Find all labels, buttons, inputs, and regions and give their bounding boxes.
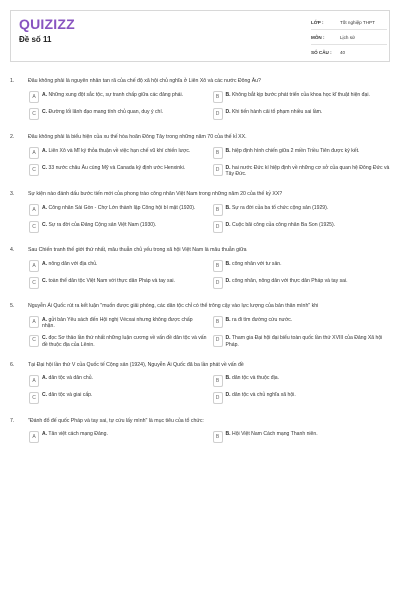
option-letter-box: C <box>29 221 39 233</box>
option-text-wrap <box>42 204 207 211</box>
option-text: Không bắt kịp bước phát triển của khoa học kĩ thuật hiện đại. <box>232 91 370 98</box>
option-text: Tân việt cách mạng Đảng. <box>48 431 108 438</box>
option-text: dân tộc và thuộc địa. <box>232 375 280 382</box>
answer-option-d[interactable] <box>213 164 391 177</box>
option-letter-box: A <box>29 204 39 216</box>
option-text: Sự ra đời của Đảng Cộng sản Việt Nam (1930). <box>48 221 157 228</box>
option-letter-box: C <box>29 277 39 289</box>
option-label: D. <box>225 277 231 284</box>
answer-option-b[interactable] <box>213 91 391 103</box>
option-label: B. <box>225 260 231 267</box>
answer-option-d[interactable] <box>213 221 391 233</box>
option-label: A. <box>42 431 48 438</box>
option-text-wrap <box>42 277 207 284</box>
option-letter-box: B <box>213 260 223 272</box>
question-stem <box>10 191 390 198</box>
option-text-wrap <box>42 316 207 329</box>
answer-options <box>29 375 390 404</box>
answer-option-a[interactable] <box>29 260 207 272</box>
answer-options <box>29 431 390 443</box>
answer-option-b[interactable] <box>213 316 391 329</box>
option-text: đọc Sơ thảo lần thứ nhất những luận cương về vấn đề dân tộc và vấn đề thuộc địa của Lênin. <box>42 335 207 348</box>
option-label: D. <box>225 221 231 228</box>
answer-option-b[interactable] <box>213 147 391 159</box>
option-letter-box: C <box>29 108 39 120</box>
question-text: Tại Đại hội lần thứ V của Quốc tế Cộng sản (1924), Nguyễn Ái Quốc đã ba lần phát về vấn đề <box>28 361 244 368</box>
option-letter-box: D <box>213 164 223 176</box>
option-text: công nhân, nông dân với thực dân Pháp và tay sai. <box>232 277 348 284</box>
question-number: 1. <box>10 78 15 84</box>
option-text: hai nước Đức kí hiệp định về những cơ sở của quan hệ Đông Đức và Tây Đức. <box>225 164 390 177</box>
question-number: 5. <box>10 303 15 310</box>
option-text-wrap <box>42 392 207 399</box>
question-stem <box>10 78 390 85</box>
meta-key: LỚP : <box>311 19 324 25</box>
option-text-wrap <box>226 108 391 115</box>
question-6 <box>10 362 390 404</box>
option-text: Sự ra đời của ba tổ chức cộng sản (1929). <box>232 204 329 211</box>
meta-value: 40 <box>340 50 346 55</box>
quizizz-logo: QUIZIZZ <box>19 16 75 32</box>
answer-option-a[interactable] <box>29 316 207 329</box>
question-text: Sau Chiến tranh thế giới thứ nhất, mâu thuẫn chủ yếu trong xã hội Việt Nam là mâu thuẫn giữa <box>28 247 247 254</box>
answer-option-c[interactable] <box>29 277 207 289</box>
question-3 <box>10 191 390 233</box>
option-text: dân tộc và giai cấp. <box>48 392 93 399</box>
option-text-wrap <box>226 431 391 438</box>
option-label: A. <box>42 204 48 211</box>
exam-header <box>10 10 390 62</box>
option-letter-box: A <box>29 375 39 387</box>
option-letter-box: D <box>213 277 223 289</box>
answer-options <box>29 316 390 348</box>
option-letter-box: B <box>213 431 223 443</box>
option-text: Những xung đột sắc tộc, sự tranh chấp giữa các đảng phái. <box>48 91 184 98</box>
question-text: Đâu không phải là biểu hiện của xu thế hòa hoãn Đông Tây trong những năm 70 của thế kỉ XX. <box>28 134 247 140</box>
option-text-wrap <box>226 147 391 154</box>
question-stem <box>10 418 390 425</box>
option-text: Đường lối lãnh đạo mang tính chủ quan, duy ý chí. <box>48 108 164 115</box>
option-letter-box: C <box>29 335 39 347</box>
option-letter-box: B <box>213 91 223 103</box>
option-text-wrap <box>42 108 207 115</box>
answer-option-c[interactable] <box>29 392 207 404</box>
option-text: Tham gia Đại hội đại biểu toàn quốc lần thứ XVIII của Đảng Xã hội Pháp. <box>225 335 383 348</box>
answer-option-b[interactable] <box>213 260 391 272</box>
answer-option-c[interactable] <box>29 164 207 177</box>
option-text: Khi tiến hành cải tổ phạm nhiều sai lầm. <box>232 108 323 115</box>
option-text: Liên Xô và Mĩ ký thỏa thuận về việc hạn chế vũ khí chiến lược. <box>48 147 191 154</box>
meta-value: Lịch sử <box>340 34 356 40</box>
question-7 <box>10 418 390 443</box>
option-label: C. <box>42 392 48 399</box>
question-5 <box>10 303 390 348</box>
option-text: toàn thể dân tộc Việt Nam với thực dân Pháp và tay sai. <box>48 277 175 284</box>
option-text: nông dân với địa chủ. <box>48 260 98 267</box>
answer-option-d[interactable] <box>213 335 391 348</box>
option-letter-box: C <box>29 392 39 404</box>
question-4 <box>10 247 390 289</box>
answer-options <box>29 260 390 289</box>
answer-options <box>29 204 390 233</box>
option-text: công nhân với tư sản. <box>232 260 282 267</box>
option-letter-box: B <box>213 204 223 216</box>
option-label: C. <box>42 335 48 342</box>
question-stem <box>10 362 390 369</box>
exam-title: Đề số 11 <box>19 35 52 44</box>
exam-meta-table <box>311 15 387 60</box>
option-label: C. <box>42 164 48 171</box>
option-letter-box: D <box>213 335 223 347</box>
option-label: B. <box>225 431 231 438</box>
option-letter-box: B <box>213 147 223 159</box>
question-number: 4. <box>10 247 15 254</box>
answer-option-a[interactable] <box>29 147 207 159</box>
option-text: hiệp định hình chiến giữa 2 miền Triều Tiên được ký kết. <box>232 147 360 154</box>
answer-option-b[interactable] <box>213 204 391 216</box>
answer-option-d[interactable] <box>213 277 391 289</box>
question-stem <box>10 247 390 254</box>
option-label: D. <box>225 108 231 115</box>
option-label: A. <box>42 375 48 382</box>
option-letter-box: D <box>213 108 223 120</box>
option-text-wrap <box>226 91 391 98</box>
answer-option-a[interactable] <box>29 375 207 387</box>
option-letter-box: B <box>213 375 223 387</box>
option-label: B. <box>225 204 231 211</box>
option-label: A. <box>42 316 48 323</box>
option-text-wrap <box>42 431 207 438</box>
answer-option-b[interactable] <box>213 375 391 387</box>
question-number: 7. <box>10 417 15 424</box>
option-text-wrap <box>226 335 391 348</box>
option-letter-box: C <box>29 164 39 176</box>
question-number: 6. <box>10 361 15 368</box>
answer-options <box>29 91 390 120</box>
option-text-wrap <box>42 147 207 154</box>
answer-option-c[interactable] <box>29 108 207 120</box>
option-label: C. <box>42 277 48 284</box>
option-text: 33 nước châu Âu cùng Mỹ và Canada ký định ước Henxinki. <box>48 164 186 171</box>
option-label: D. <box>225 392 231 399</box>
option-letter-box: A <box>29 91 39 103</box>
meta-value: Tốt nghiệp THPT <box>340 19 375 25</box>
answer-option-c[interactable] <box>29 335 207 348</box>
meta-row-subject <box>311 30 387 45</box>
option-text-wrap <box>226 221 391 228</box>
answer-option-d[interactable] <box>213 108 391 120</box>
option-label: A. <box>42 147 48 154</box>
question-text: Nguyễn Ái Quốc rút ra kết luận "muốn được giải phóng, các dân tộc chỉ có thể trông cậy vào lực lượng của bản thân mình" khi <box>28 303 319 310</box>
answer-option-a[interactable] <box>29 91 207 103</box>
question-text: Sự kiện nào đánh dấu bước tiến mới của phong trào công nhân Việt Nam trong những năm 20 của thế kỷ XX? <box>28 191 283 198</box>
option-label: C. <box>42 221 48 228</box>
option-text-wrap <box>226 392 391 399</box>
answer-options <box>29 147 390 177</box>
option-text: Cuộc bãi công của công nhân Ba Son (1925). <box>232 221 336 228</box>
question-stem <box>10 134 390 141</box>
question-number: 3. <box>10 191 15 198</box>
meta-row-question-count <box>311 45 387 60</box>
option-text-wrap <box>42 260 207 267</box>
option-letter-box: A <box>29 316 39 328</box>
option-text-wrap <box>226 164 391 177</box>
question-list <box>10 78 390 443</box>
question-2 <box>10 134 390 177</box>
option-text-wrap <box>226 316 391 323</box>
meta-key: MÔN : <box>311 34 325 40</box>
option-letter-box: A <box>29 260 39 272</box>
option-text-wrap <box>226 277 391 284</box>
option-text-wrap <box>226 204 391 211</box>
answer-option-d[interactable] <box>213 392 391 404</box>
option-letter-box: A <box>29 431 39 443</box>
question-stem <box>10 303 390 310</box>
option-text: Hội Việt Nam Cách mạng Thanh niên. <box>232 431 318 438</box>
option-text-wrap <box>42 335 207 348</box>
option-text: dân tộc và dân chủ. <box>48 375 93 382</box>
question-number: 2. <box>10 134 15 140</box>
option-text: gửi bản Yêu sách đến Hội nghị Vécxai nhưng không được chấp nhận. <box>42 316 193 330</box>
option-label: A. <box>42 91 48 98</box>
option-text-wrap <box>42 91 207 98</box>
answer-option-a[interactable] <box>29 204 207 216</box>
option-label: A. <box>42 260 48 267</box>
meta-row-class <box>311 15 387 30</box>
meta-key: SỐ CÂU : <box>311 50 332 55</box>
option-text: Công nhân Sài Gòn - Chợ Lớn thành lập Công hội bí mật (1920). <box>48 204 196 211</box>
option-text-wrap <box>226 375 391 382</box>
option-text-wrap <box>42 375 207 382</box>
question-text: "Đánh đổ đế quốc Pháp và tay sai, tự cứu lấy mình" là mục tiêu của tổ chức: <box>28 417 204 424</box>
option-letter-box: D <box>213 221 223 233</box>
answer-option-b[interactable] <box>213 431 391 443</box>
option-label: D. <box>225 164 231 171</box>
option-text-wrap <box>226 260 391 267</box>
option-text-wrap <box>42 221 207 228</box>
question-text: Đâu không phải là nguyên nhân tan rã của chế độ xã hội chủ nghĩa ở Liên Xô và các nước Đông Âu? <box>28 78 261 84</box>
option-label: B. <box>225 316 231 323</box>
option-letter-box: A <box>29 147 39 159</box>
option-label: B. <box>225 375 231 382</box>
option-text-wrap <box>42 164 207 171</box>
option-letter-box: D <box>213 392 223 404</box>
option-text: ra đi tìm đường cứu nước. <box>232 316 293 323</box>
option-label: B. <box>225 91 231 98</box>
option-letter-box: B <box>213 316 223 328</box>
option-label: D. <box>225 335 231 342</box>
option-label: B. <box>225 147 231 154</box>
answer-option-c[interactable] <box>29 221 207 233</box>
option-label: C. <box>42 108 48 115</box>
question-1 <box>10 78 390 120</box>
option-text: dân tộc và chủ nghĩa xã hội. <box>232 392 296 399</box>
answer-option-a[interactable] <box>29 431 207 443</box>
